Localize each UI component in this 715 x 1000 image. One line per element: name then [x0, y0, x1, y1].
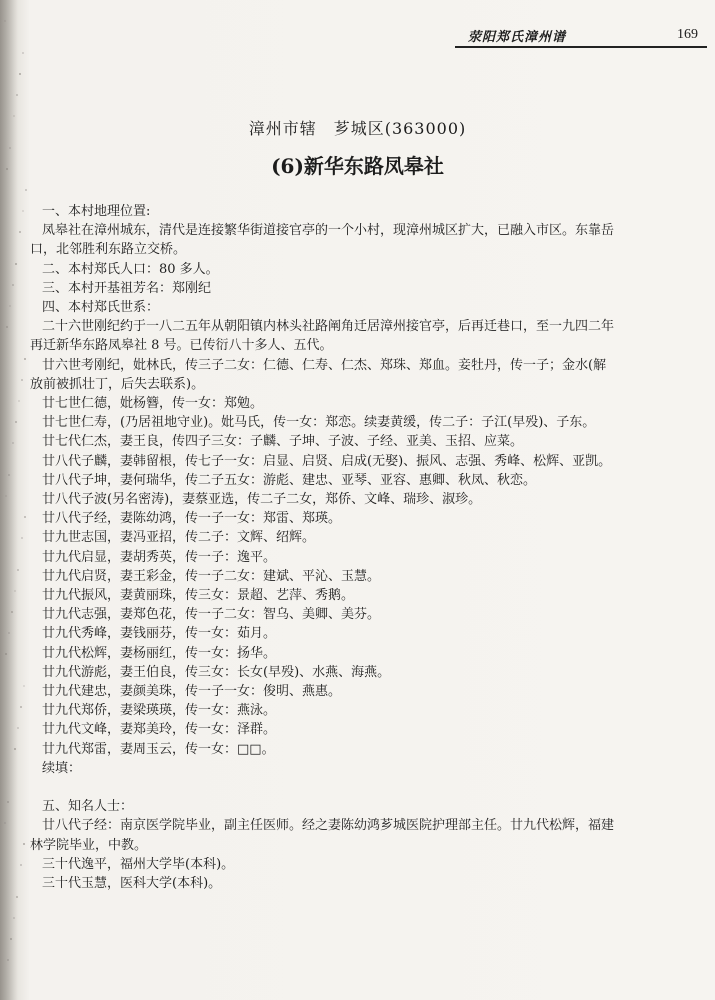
text-line: 廿九代启贤，妻王彩金，传一子二女：建斌、平沁、玉慧。: [42, 568, 381, 584]
text-line: 廿九代志强，妻郑色花，传一子二女：智乌、美卿、美芬。: [42, 607, 381, 623]
scan-speck: [19, 73, 21, 75]
text-line: 凤皋社在漳州城东，清代是连接繁华街道接官亭的一个小村，现漳州城区扩大，已融入市区。东靠岳: [42, 223, 615, 239]
scan-speck: [23, 685, 25, 687]
scan-speck: [23, 843, 25, 845]
running-header: [468, 24, 698, 46]
text-line: 廿七代仁杰，妻王良，传四子三女：子麟、子坤、子波、子经、亚美、玉招、应菜。: [42, 434, 524, 450]
region-line: 漳州市辖 芗城区(363000): [248, 119, 467, 138]
text-line: 廿八代子经，妻陈幼鸿，传一子一女：郑雷、郑瑛。: [42, 511, 342, 527]
scan-speck: [5, 653, 7, 655]
scan-speck: [17, 727, 19, 729]
scan-speck: [8, 474, 10, 476]
scan-speck: [21, 379, 23, 381]
page-number: 169: [677, 27, 698, 42]
scan-speck: [16, 896, 18, 898]
scan-speck: [17, 569, 19, 571]
text-line: 廿九代秀峰，妻钱丽芬，传一女：茹月。: [42, 626, 277, 642]
text-line: 廿九世志国，妻冯亚招，传二子：文辉、绍辉。: [42, 530, 316, 546]
section-heading: 五、知名人士：: [42, 799, 134, 815]
text-line: 廿八代子麟，妻韩留根，传七子一女：启显、启贤、启成(无娶)、振风、志强、秀峰、松辉、亚凯。: [42, 453, 612, 469]
scan-speck: [22, 210, 24, 212]
section-heading: 一、本村地理位置:: [42, 204, 151, 219]
text-line: 口，北邻胜利东路立交桥。: [30, 242, 187, 258]
text-line: 廿九代振风，妻黄丽珠，传三女：景超、艺萍、秀鹅。: [42, 588, 355, 604]
scan-speck: [7, 801, 9, 803]
scan-speck: [18, 400, 20, 402]
scan-speck: [13, 115, 15, 117]
scan-speck: [21, 537, 23, 539]
scan-speck: [12, 284, 14, 286]
text-line: 廿九代启显，妻胡秀英，传一子：逸平。: [42, 549, 277, 565]
blank-line: [30, 778, 694, 797]
text-line: 廿七世仁德，妣杨簪，传一女：郑勉。: [42, 396, 264, 412]
body-text: [30, 202, 694, 893]
section-heading: 四、本村郑氏世系：: [42, 300, 160, 316]
text-line: 廿九代松辉，妻杨丽红，传一女：扬华。: [42, 645, 277, 661]
text-line: 续填：: [42, 760, 82, 776]
running-title: 荥阳郑氏漳州谱: [468, 29, 567, 45]
text-line: 再迁新华东路凤皋社 8 号。已传衍八十多人、五代。: [30, 338, 333, 354]
scan-speck: [14, 748, 16, 750]
scan-speck: [15, 263, 17, 265]
text-line: 廿六世考刚纪，妣林氏，传三子二女：仁德、仁寿、仁杰、郑珠、郑血。妾牡丹，传一子；金水(解: [42, 357, 607, 373]
text-line: 廿八代子波(另名密涛)，妻蔡亚选，传二子二女，郑侨、文峰、瑞珍、淑珍。: [42, 492, 482, 508]
scan-speck: [24, 358, 26, 360]
scan-speck: [9, 305, 11, 307]
doc-title: (6)新华东路凤皋社: [271, 154, 444, 178]
text-line: 廿九代文峰，妻郑美玲，传一女：泽群。: [42, 722, 277, 738]
scan-speck: [25, 189, 27, 191]
scan-speck: [20, 706, 22, 708]
text-line: 廿八代子坤，妻何瑞华，传二子五女：游彪、建忠、亚琴、亚容、惠卿、秋凤、秋恋。: [42, 472, 537, 488]
scan-speck: [16, 94, 18, 96]
text-line: 廿九代郑侨，妻梁瑛瑛，传一女：燕泳。: [42, 703, 277, 719]
text-line: 二十六世刚纪约于一八二五年从朝阳镇内林头社路阐角迁居漳州接官亭，后再迁巷口，至一九四二年: [42, 319, 615, 335]
text-line: 三十代逸平，福州大学毕(本科)。: [42, 856, 235, 872]
text-line: 廿七世仁寿，(乃居祖地守业)。妣马氏，传一女：郑恋。续妻黄缓，传二子：子江(早殁)、子东。: [42, 415, 596, 431]
scan-speck: [11, 611, 13, 613]
scan-speck: [13, 917, 15, 919]
scan-speck: [19, 231, 21, 233]
scan-speck: [24, 516, 26, 518]
text-line: 廿八代子经：南京医学院毕业，副主任医师。经之妻陈幼鸿芗城医院护理部主任。廿九代松辉，福建: [42, 818, 615, 834]
scan-speck: [7, 959, 9, 961]
section-heading: 三、本村开基祖芳名：郑刚纪: [42, 280, 212, 296]
scan-speck: [12, 442, 14, 444]
text-line: 三十代玉慧，医科大学(本科)。: [42, 876, 222, 892]
text-line: 廿九代游彪，妻王伯良，传三女：长女(早殁)、水燕、海燕。: [42, 664, 391, 680]
scan-speck: [15, 421, 17, 423]
text-line: 放前被抓壮丁，后失去联系)。: [30, 376, 205, 392]
header-rule: [455, 46, 707, 48]
scan-speck: [4, 822, 6, 824]
scan-speck: [14, 590, 16, 592]
section-heading: 二、本村郑氏人口：80 多人。: [42, 261, 219, 277]
scan-speck: [6, 168, 8, 170]
scan-speck: [20, 864, 22, 866]
scan-speck: [5, 495, 7, 497]
scan-speck: [9, 147, 11, 149]
scan-speck: [6, 326, 8, 328]
text-line: 廿九代建忠，妻颜美珠，传一子一女：俊明、燕惠。: [42, 684, 342, 700]
text-line: 廿九代郑雷，妻周玉云，传一女：□□。: [42, 741, 275, 757]
scan-speck: [22, 52, 24, 54]
scan-speck: [8, 632, 10, 634]
scan-speck: [4, 20, 6, 22]
text-line: 林学院毕业，中教。: [30, 837, 148, 853]
scan-speck: [10, 938, 12, 940]
